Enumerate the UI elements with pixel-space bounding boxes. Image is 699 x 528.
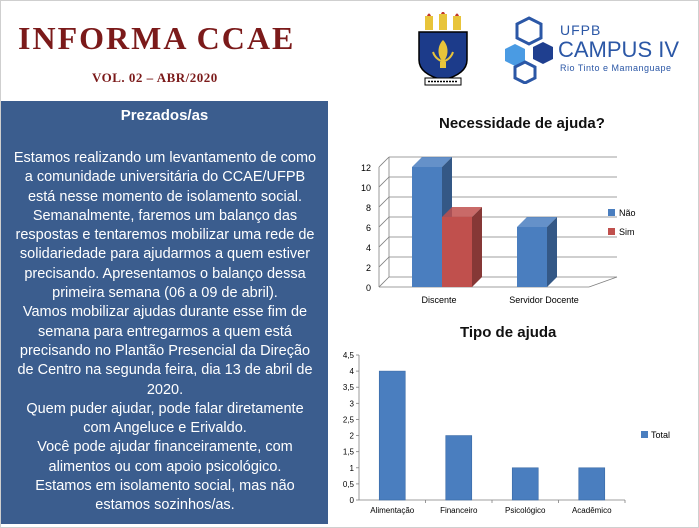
message-line: com Angeluce e Erivaldo. <box>83 420 247 437</box>
x-tick-label: Discente <box>421 295 457 305</box>
y-tick-label: 4 <box>349 367 354 377</box>
bar-sim <box>442 217 472 287</box>
message-heading: Prezados/as <box>120 107 209 124</box>
bar-side <box>472 207 482 287</box>
y-tick-label: 1 <box>349 463 354 473</box>
gridline-depth <box>379 157 389 167</box>
legend-label: Não <box>619 208 636 218</box>
campus-iv-logo <box>503 14 563 84</box>
gridline-depth <box>379 217 389 227</box>
gridline-depth <box>379 237 389 247</box>
message-line: Você pode ajudar financeiramente, com <box>37 439 293 456</box>
volume-label: VOL. 02 – ABR/2020 <box>92 70 218 85</box>
y-tick-label: 2 <box>349 431 354 441</box>
gridline-depth <box>379 257 389 267</box>
message-line: 2020. <box>146 381 184 398</box>
legend-swatch <box>608 209 615 216</box>
ufpb-crest-logo <box>413 12 473 88</box>
floor-edge <box>589 277 617 287</box>
chart1-title: Necessidade de ajuda? <box>439 115 605 132</box>
y-tick-label: 1,5 <box>342 447 354 457</box>
message-line: alimentos ou com apoio psicológico. <box>48 458 282 475</box>
bar-total <box>446 436 472 500</box>
bar-total <box>379 371 405 500</box>
message-line: Quem puder ajudar, pode falar diretamente <box>26 400 304 417</box>
newsletter-title: INFORMA CCAE <box>18 20 296 56</box>
legend-swatch <box>641 431 648 438</box>
y-tick-label: 2,5 <box>342 415 354 425</box>
chart-necessidade <box>349 135 649 340</box>
x-tick-label: Acadêmico <box>571 506 612 515</box>
x-tick-label: Financeiro <box>440 506 478 515</box>
message-line: primeira semana (06 a 09 de abril). <box>52 285 278 302</box>
y-tick-label: 3,5 <box>342 383 354 393</box>
message-line: semana para entregarmos a quem está <box>38 323 292 340</box>
message-line: Estamos em isolamento social, mas não <box>35 478 295 495</box>
gridline-depth <box>379 177 389 187</box>
message-line: a comunidade universitária do CCAE/UFPB <box>24 169 306 186</box>
message-line: respostas e tentaremos mobilizar uma rede de <box>15 227 315 244</box>
y-tick-label: 4 <box>365 243 371 253</box>
x-tick-label: Psicológico <box>505 506 546 515</box>
legend-swatch <box>608 228 615 235</box>
y-tick-label: 3 <box>349 399 354 409</box>
x-tick-label: Alimentação <box>370 506 415 515</box>
y-tick-label: 2 <box>365 263 371 273</box>
logo-location-text: Rio Tinto e Mamanguape <box>560 63 672 73</box>
message-line: precisando no Plantão Presencial da Direção <box>19 342 311 359</box>
chart-tipo-ajuda <box>337 345 692 525</box>
message-line: estamos sozinhos/as. <box>95 497 235 514</box>
x-tick-label: Servidor Docente <box>509 295 579 305</box>
y-tick-label: 0 <box>349 496 354 505</box>
gridline-depth <box>379 277 389 287</box>
legend-label: Total <box>651 430 671 440</box>
y-tick-label: 12 <box>360 163 371 173</box>
gridline-depth <box>379 197 389 207</box>
bar-total <box>512 468 538 500</box>
message-panel <box>1 101 328 524</box>
bar-side <box>547 217 557 287</box>
message-line: solidariedade para ajudarmos a quem estiver <box>19 246 311 263</box>
message-line: está nesse momento de isolamento social. <box>27 188 303 205</box>
message-line: Estamos realizando um levantamento de como <box>13 150 317 166</box>
y-tick-label: 10 <box>360 183 371 193</box>
message-line: de Centro na segunda feira, dia 13 de abril de <box>17 362 313 379</box>
y-tick-label: 4,5 <box>342 351 354 360</box>
y-tick-label: 8 <box>365 203 371 213</box>
message-body <box>5 149 325 516</box>
bar-não <box>412 167 442 287</box>
y-tick-label: 0 <box>365 283 371 293</box>
y-tick-label: 6 <box>365 223 371 233</box>
logo-campus-text: CAMPUS IV <box>558 37 680 62</box>
bar-não <box>517 227 547 287</box>
message-line: Vamos mobilizar ajudas durante esse fim de <box>22 304 308 321</box>
legend-label: Sim <box>619 227 635 237</box>
y-tick-label: 0,5 <box>342 479 354 489</box>
chart2-title: Tipo de ajuda <box>460 324 557 341</box>
bar-total <box>579 468 605 500</box>
message-line: Semanalmente, faremos um balanço das <box>32 207 298 224</box>
logo-ufpb-text: UFPB <box>560 22 602 38</box>
message-line: precisando. Apresentamos o balanço dessa <box>24 265 306 282</box>
